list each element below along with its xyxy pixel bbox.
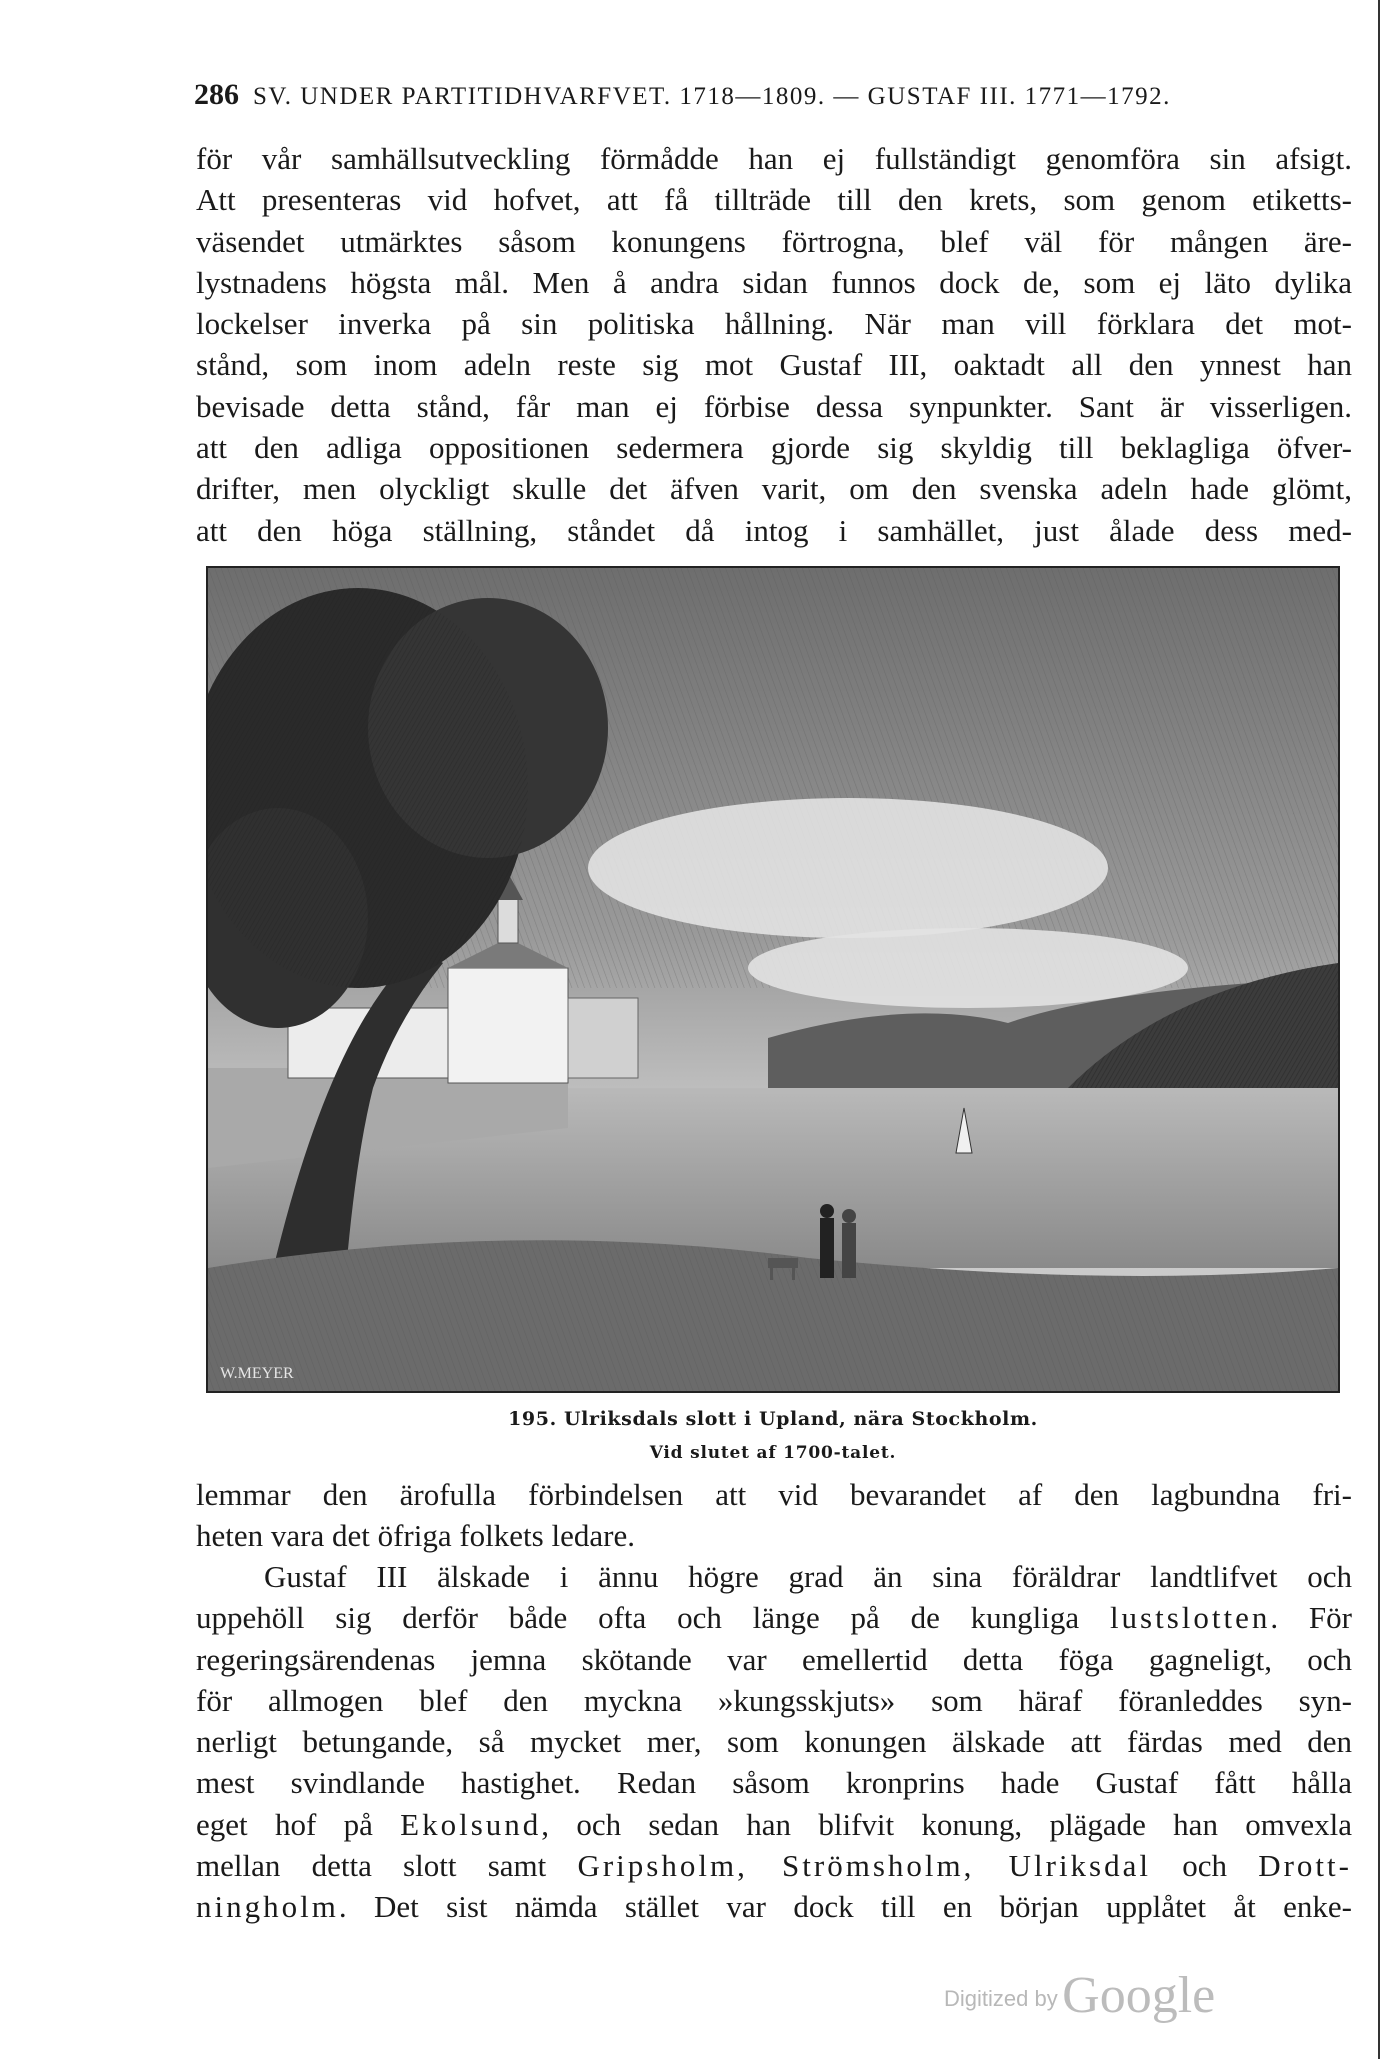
paragraph-continued [196,1474,1352,1557]
text-line: ningholm. Det sist nämda stället var dock till en början upplåtet åt enke- [196,1889,1352,1925]
spaced-term: Drott- [1258,1848,1352,1884]
running-title: SV. UNDER PARTITIDHVARFVET. 1718—1809. — GUSTAF III. 1771—1792. [253,83,1171,110]
text-line: regeringsärendenas jemna skötande var emellertid detta föga gagneligt, och [196,1641,1352,1677]
text-line: eget hof på Ekolsund, och sedan han blifvit konung, plägade han omvexla [196,1806,1352,1842]
spaced-term: Gripsholm, Strömsholm, Ulriksdal [577,1848,1151,1884]
text-line: för vår samhällsutveckling förmådde han ej fullständigt genomföra sin afsigt. [196,141,1352,176]
text-line: lystnadens högsta mål. Men å andra sidan funnos dock de, som ej läto dylika [196,264,1352,300]
spaced-term: lustslotten [1109,1600,1271,1636]
spaced-term: Ekolsund [400,1806,542,1842]
text-line: mest svindlande hastighet. Redan såsom kronprins hade Gustaf fått hålla [196,1765,1352,1801]
text-line: lockelser inverka på sin politiska hållning. När man vill förklara det mot- [196,306,1352,342]
text-line: att den adliga oppositionen sedermera gjorde sig skyldig till beklagliga öfver- [196,430,1352,466]
watermark-small: Digitized by [944,1986,1058,2011]
running-header [194,78,1274,112]
digitized-watermark [944,1966,1215,2025]
engraving-illustration [206,566,1340,1393]
paragraph-top [196,138,1352,551]
text-line: väsendet utmärktes såsom konungens förtrogna, blef väl för mången äre- [196,223,1352,259]
text-line: nerligt betungande, så mycket mer, som konungen älskade att färdas med den [196,1724,1352,1760]
text-line: heten vara det öfriga folkets ledare. [196,1518,635,1554]
text-line: mellan detta slott samt Gripsholm, Strömsholm, Ulriksdal och Drott- [196,1848,1352,1884]
page-edge-line [1378,0,1380,2059]
text-line: bevisade detta stånd, får man ej förbise dessa synpunkter. Sant är visserligen. [196,388,1352,424]
cloud [748,928,1188,1008]
figure-caption-date: Vid slutet af 1700-talet. [649,1443,897,1463]
cloud [588,798,1108,938]
text-line: att den höga ställning, ståndet då intog i samhället, just ålade dess med- [196,512,1352,548]
google-logo: Google [1062,1967,1216,2024]
text-line: för allmogen blef den myckna »kungsskjuts» som häraf föranleddes syn- [196,1682,1352,1718]
figure-caption: 195. Ulriksdals slott i Upland, nära Stockholm. [508,1408,1038,1430]
palace-tower [498,898,518,943]
artist-signature: W.MEYER [220,1365,294,1382]
palace-annex [568,998,638,1078]
page-number: 286 [194,78,239,111]
palace-main [448,968,568,1083]
paragraph-gustaf [196,1556,1352,1928]
text-line: uppehöll sig derför både ofta och länge på de kungliga lustslotten. För [196,1600,1352,1636]
text-line: lemmar den ärofulla förbindelsen att vid bevarandet af den lagbundna fri- [196,1477,1352,1512]
text-line: stånd, som inom adeln reste sig mot Gustaf III, oaktadt all den ynnest han [196,347,1352,383]
text-line: Gustaf III älskade i ännu högre grad än sina föräldrar landtlifvet och [264,1559,1352,1594]
text-line: drifter, men olyckligt skulle det äfven varit, om den svenska adeln hade glömt, [196,471,1352,507]
spaced-term: ningholm [196,1889,339,1925]
text-line: Att presenteras vid hofvet, att få tillträde till den krets, som genom etiketts- [196,182,1352,218]
